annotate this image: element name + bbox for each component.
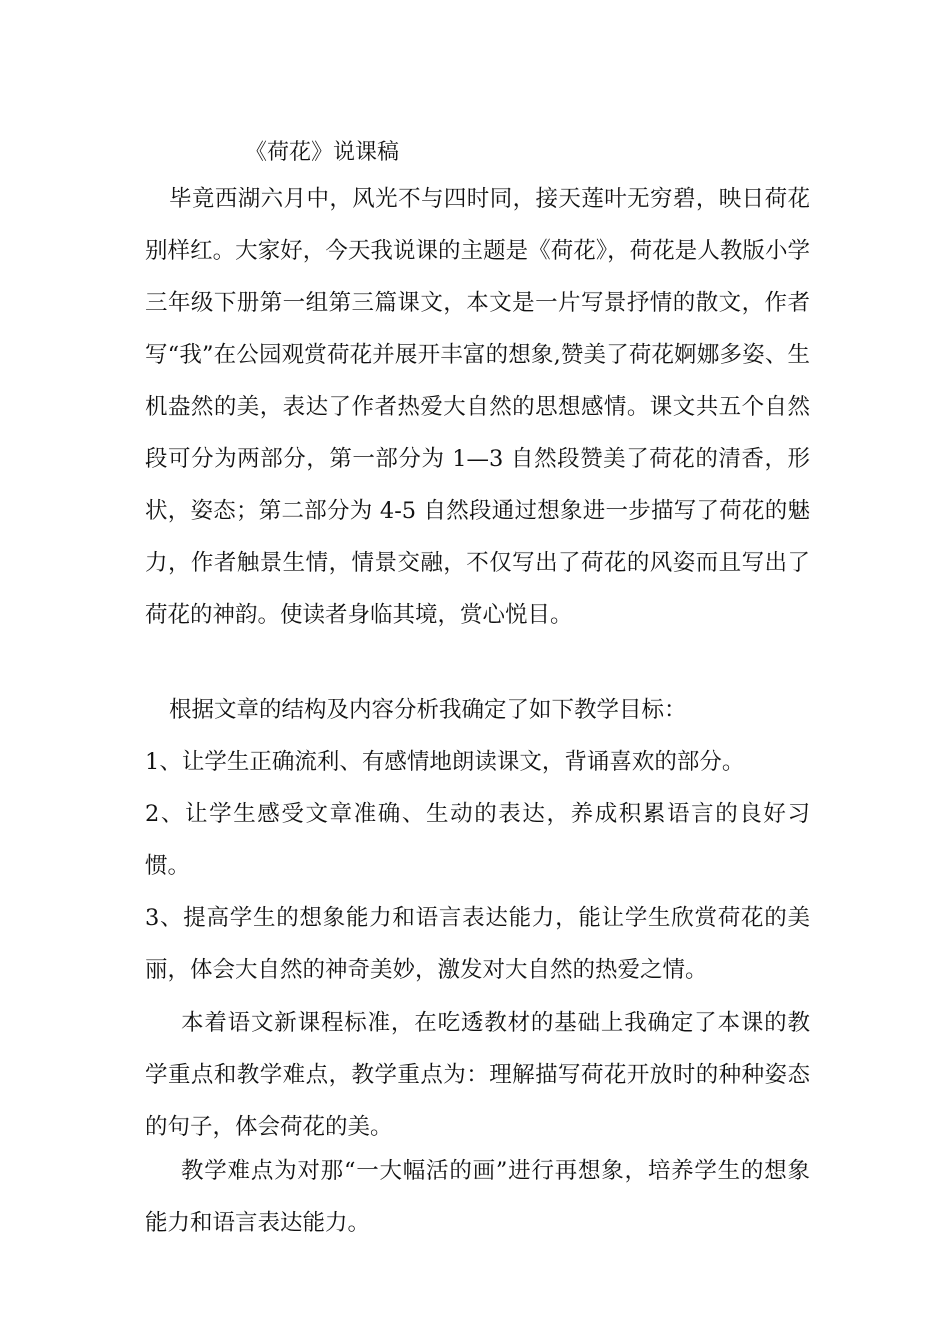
- intro-paragraph: 毕竟西湖六月中，风光不与四时同，接天莲叶无穷碧，映日荷花别样红。大家好，今天我说课的主题是《荷花》，荷花是人教版小学三年级下册第一组第三篇课文，本文是一片写景抒情的散文，作者写“我”在公园观赏荷花并展开丰富的想象,赞美了荷花婀娜多姿、生机盎然的美，表达了作者热爱大自然的思想感情。课文共五个自然段可分为两部分，第一部分为 1—3 自然段赞美了荷花的清香，形状，姿态；第二部分为 4-5 自然段通过想象进一步描写了荷花的魅力，作者触景生情，情景交融，不仅写出了荷花的风姿而且写出了荷花的神韵。使读者身临其境，赏心悦目。: [145, 186, 810, 628]
- key-points-paragraph: 本着语文新课程标准，在吃透教材的基础上我确定了本课的教学重点和教学难点，教学重点为：理解描写荷花开放时的种种姿态的句子，体会荷花的美。: [145, 1010, 810, 1140]
- objective-item-2: 2、让学生感受文章准确、生动的表达，养成积累语言的良好习惯。: [145, 801, 810, 879]
- document-title: 《荷花》说课稿: [245, 140, 400, 165]
- difficult-points-paragraph: 教学难点为对那“一大幅活的画”进行再想象，培养学生的想象能力和语言表达能力。: [145, 1158, 810, 1236]
- objective-item-1: 1、让学生正确流利、有感情地朗读课文，背诵喜欢的部分。: [145, 749, 745, 775]
- objectives-intro-paragraph: 根据文章的结构及内容分析我确定了如下教学目标：: [169, 697, 687, 723]
- objective-item-3: 3、提高学生的想象能力和语言表达能力，能让学生欣赏荷花的美丽，体会大自然的神奇美妙，激发对大自然的热爱之情。: [145, 905, 810, 983]
